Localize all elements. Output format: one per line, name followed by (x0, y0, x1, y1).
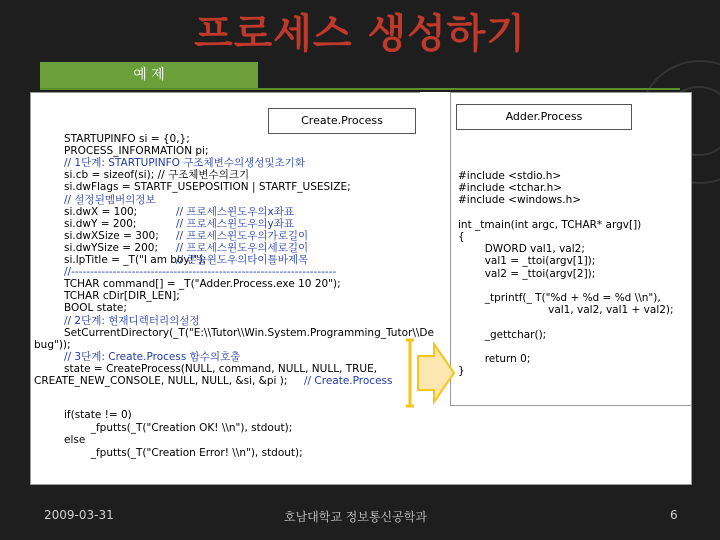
code-comment-line: // 2단계: 현재디렉터리의설정 (64, 314, 200, 327)
code-line: TCHAR cDir[DIR_LEN]; (64, 290, 180, 303)
code-line: SetCurrentDirectory(_T("E:\\Tutor\\Win.System.Programming_Tutor\\De (64, 326, 434, 339)
code-inline-comment: // 프로세스윈도우의y좌표 (176, 217, 295, 230)
code-comment-line: // 1단계: STARTUPINFO 구조체변수의생성및초기화 (64, 157, 305, 170)
code-line: } (458, 365, 465, 378)
code-line: si.dwFlags = STARTF_USEPOSITION | STARTF_USESIZE; (64, 181, 351, 194)
code-line: state = CreateProcess(NULL, command, NULL, NULL, TRUE, (64, 362, 378, 375)
footer-date: 2009-03-31 (44, 508, 114, 522)
code-line: return 0; (458, 353, 531, 365)
code-line: int _tmain(int argc, TCHAR* argv[]) (458, 218, 642, 231)
footer-org: 호남대학교 정보통신공학과 (284, 510, 427, 524)
code-line: _gettchar(); (458, 328, 547, 341)
code-line: _fputts(_T("Creation Error! \\n"), stdout); (64, 446, 303, 459)
code-inline-comment: // 프로세스윈도우의가로길이 (176, 229, 309, 242)
code-line: #include <tchar.h> (458, 182, 563, 195)
code-line: BOOL state; (64, 302, 127, 315)
code-line: si.dwY = 200; (64, 217, 137, 230)
code-line: val2 = _ttoi(argv[2]); (458, 267, 596, 280)
code-inline-comment: // Create.Process (304, 375, 393, 387)
divider-line (40, 88, 680, 90)
code-line: si.dwXSize = 300; (64, 229, 159, 242)
code-comment-line: // 설정된멤버의정보 (64, 193, 156, 206)
code-line: else (64, 434, 86, 446)
code-inline-comment: // 프로세스윈도우의세로길이 (176, 241, 309, 254)
code-line: PROCESS_INFORMATION pi; (64, 145, 209, 158)
code-line: bug")); (34, 338, 71, 351)
code-line: val1, val2, val1 + val2); (458, 304, 674, 317)
code-line: _tprintf(_ T("%d + %d = %d \\n"), (458, 292, 661, 304)
code-line: val1 = _ttoi(argv[1]); (458, 255, 596, 268)
code-line: DWORD val1, val2; (458, 243, 585, 256)
code-line: #include <windows.h> (458, 194, 582, 207)
code-comment-line: // 3단계: Create.Process 함수의호출 (64, 350, 241, 363)
code-line: si.lpTitle = _T("I am boy!"); (64, 254, 207, 266)
footer-page-number: 6 (670, 508, 678, 522)
code-comment-line: //---------------------------------------------------------------------- (64, 266, 337, 279)
code-line: si.dwX = 100; (64, 205, 138, 218)
code-inline-comment: // 콘솔윈도우의타이틀바제목 (176, 254, 309, 266)
arrow-right-icon (404, 338, 456, 408)
code-line: si.cb = sizeof(si); // 구조체변수의크기 (64, 169, 250, 182)
example-tab: 예 제 (40, 62, 258, 88)
code-line: TCHAR command[] = _T("Adder.Process.exe 10 20"); (64, 278, 341, 291)
code-line: si.dwYSize = 200; (64, 241, 158, 254)
code-line: if(state != 0) (64, 409, 132, 421)
create-process-header: Create.Process (268, 108, 416, 134)
code-line: CREATE_NEW_CONSOLE, NULL, NULL, &si, &pi ); (34, 375, 288, 387)
code-line: _fputts(_T("Creation OK! \\n"), stdout); (64, 421, 293, 434)
code-line: { (458, 231, 465, 243)
code-line: #include <stdio.h> (458, 170, 562, 182)
code-inline-comment: // 프로세스윈도우의x좌표 (176, 205, 295, 218)
slide-title: 프로세스 생성하기 (193, 11, 527, 57)
code-line: STARTUPINFO si = {0,}; (64, 133, 190, 145)
adder-process-header: Adder.Process (456, 104, 632, 130)
